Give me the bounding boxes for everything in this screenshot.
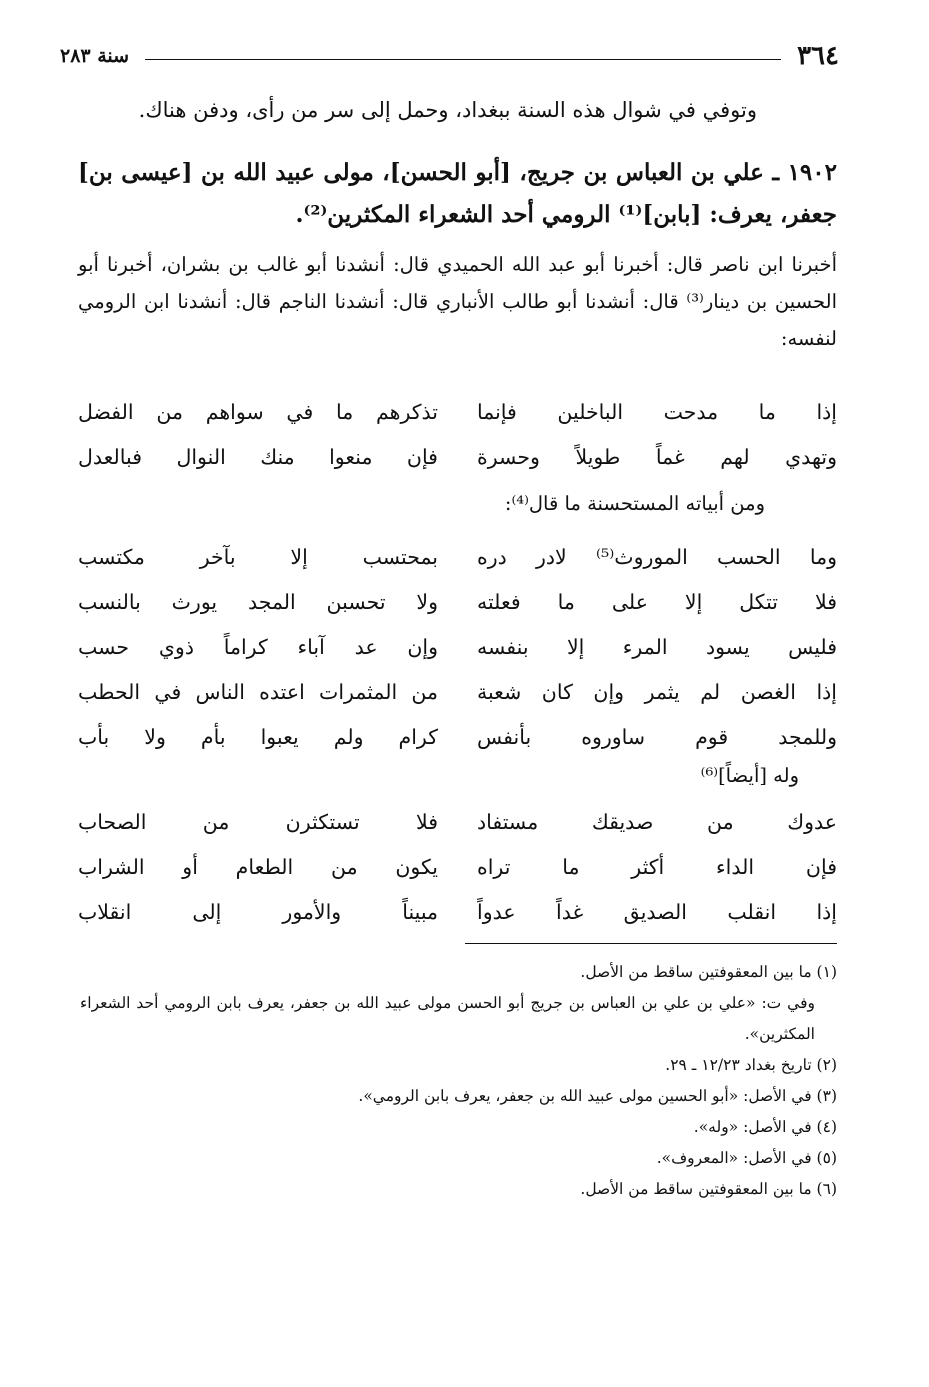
running-head [60, 36, 839, 76]
header-rule [145, 59, 781, 60]
footnote: (٦) ما بين المعقوفتين ساقط من الأصل. [580, 1180, 837, 1198]
verse-first-hemistich: إذا ما مدحت الباخلين فإنما [477, 400, 837, 424]
verse-first-hemistich: فلا تتكل إلا على ما فعلته [477, 590, 837, 614]
year-label: سنة ٢٨٣ [60, 45, 130, 67]
poem-2 [78, 535, 837, 760]
entry-heading: ١٩٠٢ ـ علي بن العباس بن جريج، [أبو الحسن]، مولى عبيد الله بن [عيسى بن] جعفر، يعرف: [بابن]⁽¹⁾ الرومي أحد الشعراء المكثرين⁽²⁾. [78, 159, 837, 228]
poem-2-intro: ومن أبياته المستحسنة ما قال⁽⁴⁾: [504, 492, 765, 515]
verse-first-hemistich: وللمجد قوم ساوروه بأنفس [477, 725, 837, 749]
verse [78, 535, 837, 580]
isnad-text: أخبرنا ابن ناصر قال: أخبرنا أبو عبد الله الحميدي قال: أنشدنا أبو غالب بن بشران، أخبرنا أبو الحسين بن دينار⁽³⁾ قال: أنشدنا أبو طالب الأنباري قال: أنشدنا الناجم قال: أنشدنا ابن الرومي لنفسه: [78, 253, 837, 350]
verse [78, 670, 837, 715]
verse-second-hemistich: فإن منعوا منك النوال فبالعدل [78, 445, 438, 469]
footnote-continuation: وفي ت: «علي بن علي بن العباس بن جريج أبو الحسن مولى عبيد الله بن جعفر، يعرف بابن الرومي أحد الشعراء المكثرين». [80, 994, 815, 1043]
verse [78, 580, 837, 625]
verse-first-hemistich: إذا انقلب الصديق غداً عدواً [477, 900, 837, 924]
verse-second-hemistich: تذكرهم ما في سواهم من الفضل [78, 400, 438, 424]
footnote: (١) ما بين المعقوفتين ساقط من الأصل. [580, 963, 837, 981]
verse [78, 390, 837, 435]
opening-line: وتوفي في شوال هذه السنة ببغداد، وحمل إلى سر من رأى، ودفن هناك. [138, 98, 757, 122]
verse-second-hemistich: مبيناً والأمور إلى انقلاب [78, 900, 438, 924]
verse-second-hemistich: يكون من الطعام أو الشراب [78, 855, 438, 879]
poem-3-intro: وله [أيضاً]⁽⁶⁾ [700, 764, 799, 787]
footnotes [80, 957, 837, 1205]
footnote: (٥) في الأصل: «المعروف». [656, 1149, 837, 1167]
poem-1 [78, 390, 837, 480]
verse-second-hemistich: من المثمرات اعتده الناس في الحطب [78, 680, 438, 704]
footnote: (٣) في الأصل: «أبو الحسين مولى عبيد الله بن جعفر، يعرف بابن الرومي». [358, 1087, 837, 1105]
verse-second-hemistich: وإن عد آباء كراماً ذوي حسب [78, 635, 438, 659]
verse [78, 625, 837, 670]
verse [78, 715, 837, 760]
verse [78, 890, 837, 935]
verse-first-hemistich: إذا الغصن لم يثمر وإن كان شعبة [477, 680, 837, 704]
poem-3 [78, 800, 837, 935]
page-number: ٣٦٤ [797, 41, 839, 71]
verse-first-hemistich: فإن الداء أكثر ما تراه [477, 855, 837, 879]
footnote-separator [465, 943, 837, 944]
verse-first-hemistich: عدوك من صديقك مستفاد [477, 810, 837, 834]
verse-second-hemistich: بمحتسب إلا بآخر مكتسب [78, 545, 438, 569]
verse [78, 435, 837, 480]
verse-first-hemistich: فليس يسود المرء إلا بنفسه [477, 635, 837, 659]
verse [78, 845, 837, 890]
verse-first-hemistich: وما الحسب الموروث⁽⁵⁾ لادر دره [477, 545, 837, 569]
verse-second-hemistich: ولا تحسبن المجد يورث بالنسب [78, 590, 438, 614]
verse [78, 800, 837, 845]
verse-second-hemistich: فلا تستكثرن من الصحاب [78, 810, 438, 834]
verse-second-hemistich: كرام ولم يعبوا بأم ولا بأب [78, 725, 438, 749]
verse-first-hemistich: وتهدي لهم غماً طويلاً وحسرة [477, 445, 837, 469]
footnote: (٤) في الأصل: «وله». [693, 1118, 837, 1136]
footnote: (٢) تاريخ بغداد ١٢/٢٣ ـ ٢٩. [665, 1056, 837, 1074]
